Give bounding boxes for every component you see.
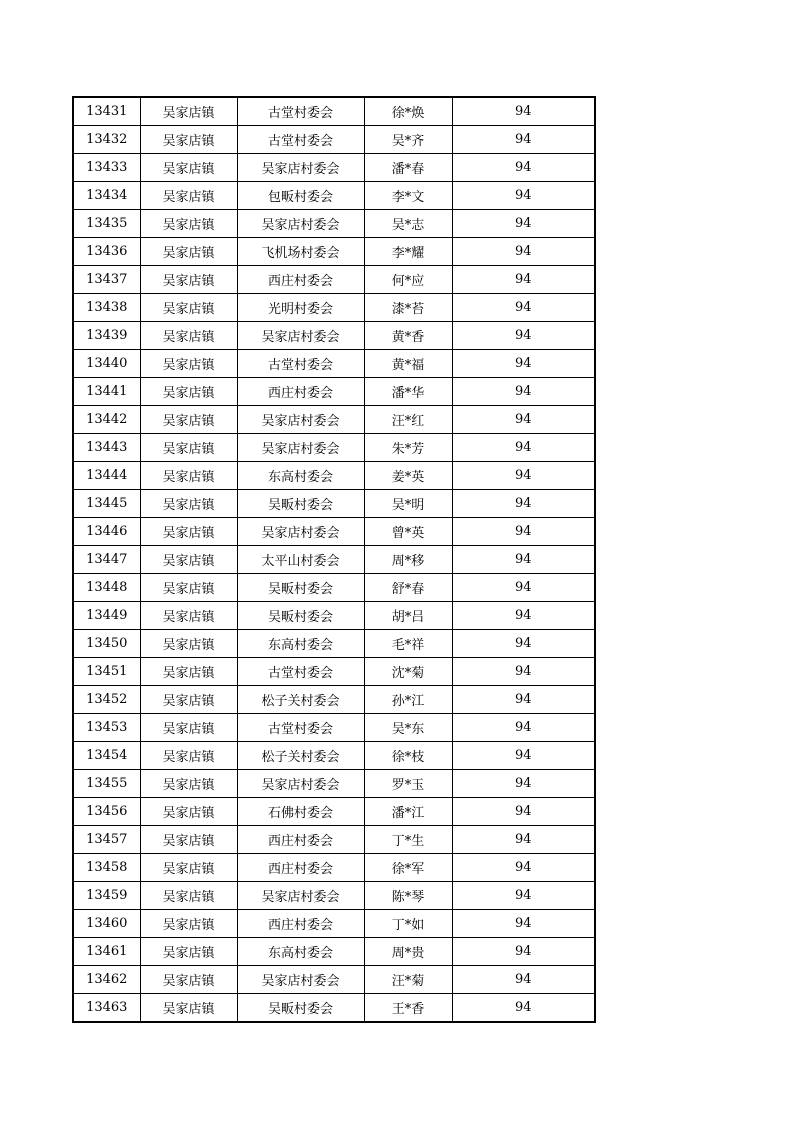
cell-id: 13455 — [73, 770, 140, 798]
table-row — [73, 378, 595, 406]
cell-score: 94 — [452, 602, 595, 630]
cell-score: 94 — [452, 434, 595, 462]
table-row — [73, 546, 595, 574]
cell-town: 吴家店镇 — [140, 574, 237, 602]
cell-id: 13454 — [73, 742, 140, 770]
cell-score: 94 — [452, 910, 595, 938]
table-row — [73, 630, 595, 658]
cell-id: 13436 — [73, 238, 140, 266]
table-row — [73, 910, 595, 938]
table-row — [73, 322, 595, 350]
data-table — [72, 96, 596, 1023]
cell-score: 94 — [452, 574, 595, 602]
cell-score: 94 — [452, 770, 595, 798]
cell-village: 东高村委会 — [237, 938, 364, 966]
cell-village: 吴家店村委会 — [237, 322, 364, 350]
cell-id: 13434 — [73, 182, 140, 210]
cell-village: 吴畈村委会 — [237, 994, 364, 1023]
cell-town: 吴家店镇 — [140, 546, 237, 574]
cell-name: 丁*如 — [364, 910, 452, 938]
cell-score: 94 — [452, 350, 595, 378]
cell-id: 13446 — [73, 518, 140, 546]
cell-score: 94 — [452, 826, 595, 854]
cell-name: 徐*军 — [364, 854, 452, 882]
cell-score: 94 — [452, 546, 595, 574]
cell-score: 94 — [452, 294, 595, 322]
cell-town: 吴家店镇 — [140, 826, 237, 854]
cell-village: 吴家店村委会 — [237, 770, 364, 798]
cell-town: 吴家店镇 — [140, 238, 237, 266]
table-body — [73, 97, 595, 1022]
table-row — [73, 154, 595, 182]
cell-name: 姜*英 — [364, 462, 452, 490]
cell-name: 周*移 — [364, 546, 452, 574]
cell-town: 吴家店镇 — [140, 966, 237, 994]
cell-town: 吴家店镇 — [140, 266, 237, 294]
cell-name: 吴*明 — [364, 490, 452, 518]
table-row — [73, 97, 595, 126]
cell-name: 舒*春 — [364, 574, 452, 602]
cell-id: 13440 — [73, 350, 140, 378]
cell-id: 13463 — [73, 994, 140, 1023]
table-row — [73, 602, 595, 630]
cell-village: 吴畈村委会 — [237, 490, 364, 518]
table-row — [73, 714, 595, 742]
cell-id: 13458 — [73, 854, 140, 882]
cell-village: 西庄村委会 — [237, 266, 364, 294]
cell-id: 13439 — [73, 322, 140, 350]
cell-score: 94 — [452, 154, 595, 182]
table-row — [73, 350, 595, 378]
cell-village: 古堂村委会 — [237, 126, 364, 154]
table-row — [73, 882, 595, 910]
cell-name: 黄*福 — [364, 350, 452, 378]
cell-town: 吴家店镇 — [140, 97, 237, 126]
cell-name: 陈*琴 — [364, 882, 452, 910]
cell-id: 13461 — [73, 938, 140, 966]
cell-id: 13447 — [73, 546, 140, 574]
cell-town: 吴家店镇 — [140, 518, 237, 546]
cell-town: 吴家店镇 — [140, 994, 237, 1023]
table-row — [73, 826, 595, 854]
cell-id: 13449 — [73, 602, 140, 630]
cell-name: 潘*华 — [364, 378, 452, 406]
cell-town: 吴家店镇 — [140, 602, 237, 630]
cell-village: 西庄村委会 — [237, 854, 364, 882]
cell-town: 吴家店镇 — [140, 182, 237, 210]
cell-town: 吴家店镇 — [140, 294, 237, 322]
cell-town: 吴家店镇 — [140, 770, 237, 798]
cell-name: 黄*香 — [364, 322, 452, 350]
table-row — [73, 490, 595, 518]
cell-id: 13453 — [73, 714, 140, 742]
cell-name: 吴*齐 — [364, 126, 452, 154]
cell-town: 吴家店镇 — [140, 630, 237, 658]
cell-name: 徐*焕 — [364, 97, 452, 126]
table-row — [73, 294, 595, 322]
cell-id: 13459 — [73, 882, 140, 910]
cell-score: 94 — [452, 966, 595, 994]
cell-village: 古堂村委会 — [237, 658, 364, 686]
cell-id: 13437 — [73, 266, 140, 294]
cell-name: 潘*江 — [364, 798, 452, 826]
table-row — [73, 126, 595, 154]
cell-village: 吴家店村委会 — [237, 406, 364, 434]
cell-name: 李*文 — [364, 182, 452, 210]
cell-village: 西庄村委会 — [237, 378, 364, 406]
cell-score: 94 — [452, 238, 595, 266]
cell-name: 吴*志 — [364, 210, 452, 238]
cell-town: 吴家店镇 — [140, 462, 237, 490]
table-row — [73, 266, 595, 294]
cell-score: 94 — [452, 266, 595, 294]
cell-name: 丁*生 — [364, 826, 452, 854]
cell-town: 吴家店镇 — [140, 742, 237, 770]
cell-score: 94 — [452, 406, 595, 434]
table-row — [73, 574, 595, 602]
cell-score: 94 — [452, 210, 595, 238]
cell-village: 吴家店村委会 — [237, 154, 364, 182]
cell-name: 曾*英 — [364, 518, 452, 546]
cell-score: 94 — [452, 686, 595, 714]
cell-score: 94 — [452, 518, 595, 546]
cell-town: 吴家店镇 — [140, 210, 237, 238]
cell-name: 周*贵 — [364, 938, 452, 966]
cell-town: 吴家店镇 — [140, 350, 237, 378]
table-row — [73, 770, 595, 798]
cell-village: 吴畈村委会 — [237, 602, 364, 630]
cell-id: 13441 — [73, 378, 140, 406]
cell-town: 吴家店镇 — [140, 854, 237, 882]
cell-score: 94 — [452, 182, 595, 210]
cell-id: 13457 — [73, 826, 140, 854]
cell-name: 李*耀 — [364, 238, 452, 266]
cell-town: 吴家店镇 — [140, 910, 237, 938]
cell-id: 13448 — [73, 574, 140, 602]
cell-village: 石佛村委会 — [237, 798, 364, 826]
cell-village: 吴家店村委会 — [237, 518, 364, 546]
cell-village: 飞机场村委会 — [237, 238, 364, 266]
table-row — [73, 238, 595, 266]
cell-name: 罗*玉 — [364, 770, 452, 798]
cell-score: 94 — [452, 126, 595, 154]
cell-name: 潘*春 — [364, 154, 452, 182]
cell-id: 13460 — [73, 910, 140, 938]
cell-town: 吴家店镇 — [140, 938, 237, 966]
cell-id: 13435 — [73, 210, 140, 238]
cell-town: 吴家店镇 — [140, 798, 237, 826]
cell-score: 94 — [452, 97, 595, 126]
table-row — [73, 182, 595, 210]
cell-town: 吴家店镇 — [140, 154, 237, 182]
table-row — [73, 798, 595, 826]
table-row — [73, 742, 595, 770]
cell-town: 吴家店镇 — [140, 406, 237, 434]
cell-town: 吴家店镇 — [140, 126, 237, 154]
cell-score: 94 — [452, 714, 595, 742]
cell-town: 吴家店镇 — [140, 378, 237, 406]
table-row — [73, 854, 595, 882]
cell-village: 吴畈村委会 — [237, 574, 364, 602]
table-row — [73, 966, 595, 994]
cell-id: 13442 — [73, 406, 140, 434]
table-row — [73, 406, 595, 434]
cell-village: 吴家店村委会 — [237, 210, 364, 238]
cell-village: 西庄村委会 — [237, 826, 364, 854]
table-row — [73, 462, 595, 490]
cell-town: 吴家店镇 — [140, 434, 237, 462]
cell-score: 94 — [452, 994, 595, 1023]
cell-id: 13444 — [73, 462, 140, 490]
cell-name: 吴*东 — [364, 714, 452, 742]
cell-village: 东高村委会 — [237, 630, 364, 658]
cell-town: 吴家店镇 — [140, 322, 237, 350]
cell-id: 13451 — [73, 658, 140, 686]
cell-id: 13452 — [73, 686, 140, 714]
cell-name: 何*应 — [364, 266, 452, 294]
cell-score: 94 — [452, 322, 595, 350]
cell-name: 汪*红 — [364, 406, 452, 434]
cell-village: 松子关村委会 — [237, 742, 364, 770]
cell-score: 94 — [452, 490, 595, 518]
cell-score: 94 — [452, 882, 595, 910]
cell-name: 漆*苔 — [364, 294, 452, 322]
table-row — [73, 938, 595, 966]
cell-score: 94 — [452, 462, 595, 490]
cell-town: 吴家店镇 — [140, 714, 237, 742]
cell-id: 13438 — [73, 294, 140, 322]
cell-village: 松子关村委会 — [237, 686, 364, 714]
cell-id: 13456 — [73, 798, 140, 826]
cell-village: 东高村委会 — [237, 462, 364, 490]
cell-name: 孙*江 — [364, 686, 452, 714]
cell-score: 94 — [452, 742, 595, 770]
cell-town: 吴家店镇 — [140, 686, 237, 714]
cell-name: 胡*吕 — [364, 602, 452, 630]
table-row — [73, 434, 595, 462]
cell-name: 毛*祥 — [364, 630, 452, 658]
cell-score: 94 — [452, 798, 595, 826]
cell-town: 吴家店镇 — [140, 882, 237, 910]
cell-town: 吴家店镇 — [140, 490, 237, 518]
cell-id: 13433 — [73, 154, 140, 182]
cell-village: 吴家店村委会 — [237, 882, 364, 910]
cell-name: 朱*芳 — [364, 434, 452, 462]
cell-village: 包畈村委会 — [237, 182, 364, 210]
table-row — [73, 994, 595, 1023]
cell-score: 94 — [452, 658, 595, 686]
table-row — [73, 210, 595, 238]
cell-id: 13431 — [73, 97, 140, 126]
table-row — [73, 518, 595, 546]
cell-name: 徐*枝 — [364, 742, 452, 770]
cell-village: 西庄村委会 — [237, 910, 364, 938]
cell-village: 光明村委会 — [237, 294, 364, 322]
cell-score: 94 — [452, 854, 595, 882]
cell-score: 94 — [452, 938, 595, 966]
cell-village: 吴家店村委会 — [237, 966, 364, 994]
table-row — [73, 658, 595, 686]
cell-id: 13443 — [73, 434, 140, 462]
cell-id: 13432 — [73, 126, 140, 154]
cell-village: 古堂村委会 — [237, 714, 364, 742]
cell-score: 94 — [452, 630, 595, 658]
cell-name: 沈*菊 — [364, 658, 452, 686]
cell-score: 94 — [452, 378, 595, 406]
cell-id: 13445 — [73, 490, 140, 518]
cell-village: 古堂村委会 — [237, 350, 364, 378]
cell-village: 古堂村委会 — [237, 97, 364, 126]
cell-village: 吴家店村委会 — [237, 434, 364, 462]
cell-name: 汪*菊 — [364, 966, 452, 994]
cell-id: 13450 — [73, 630, 140, 658]
table-row — [73, 686, 595, 714]
cell-name: 王*香 — [364, 994, 452, 1023]
cell-id: 13462 — [73, 966, 140, 994]
cell-town: 吴家店镇 — [140, 658, 237, 686]
cell-village: 太平山村委会 — [237, 546, 364, 574]
